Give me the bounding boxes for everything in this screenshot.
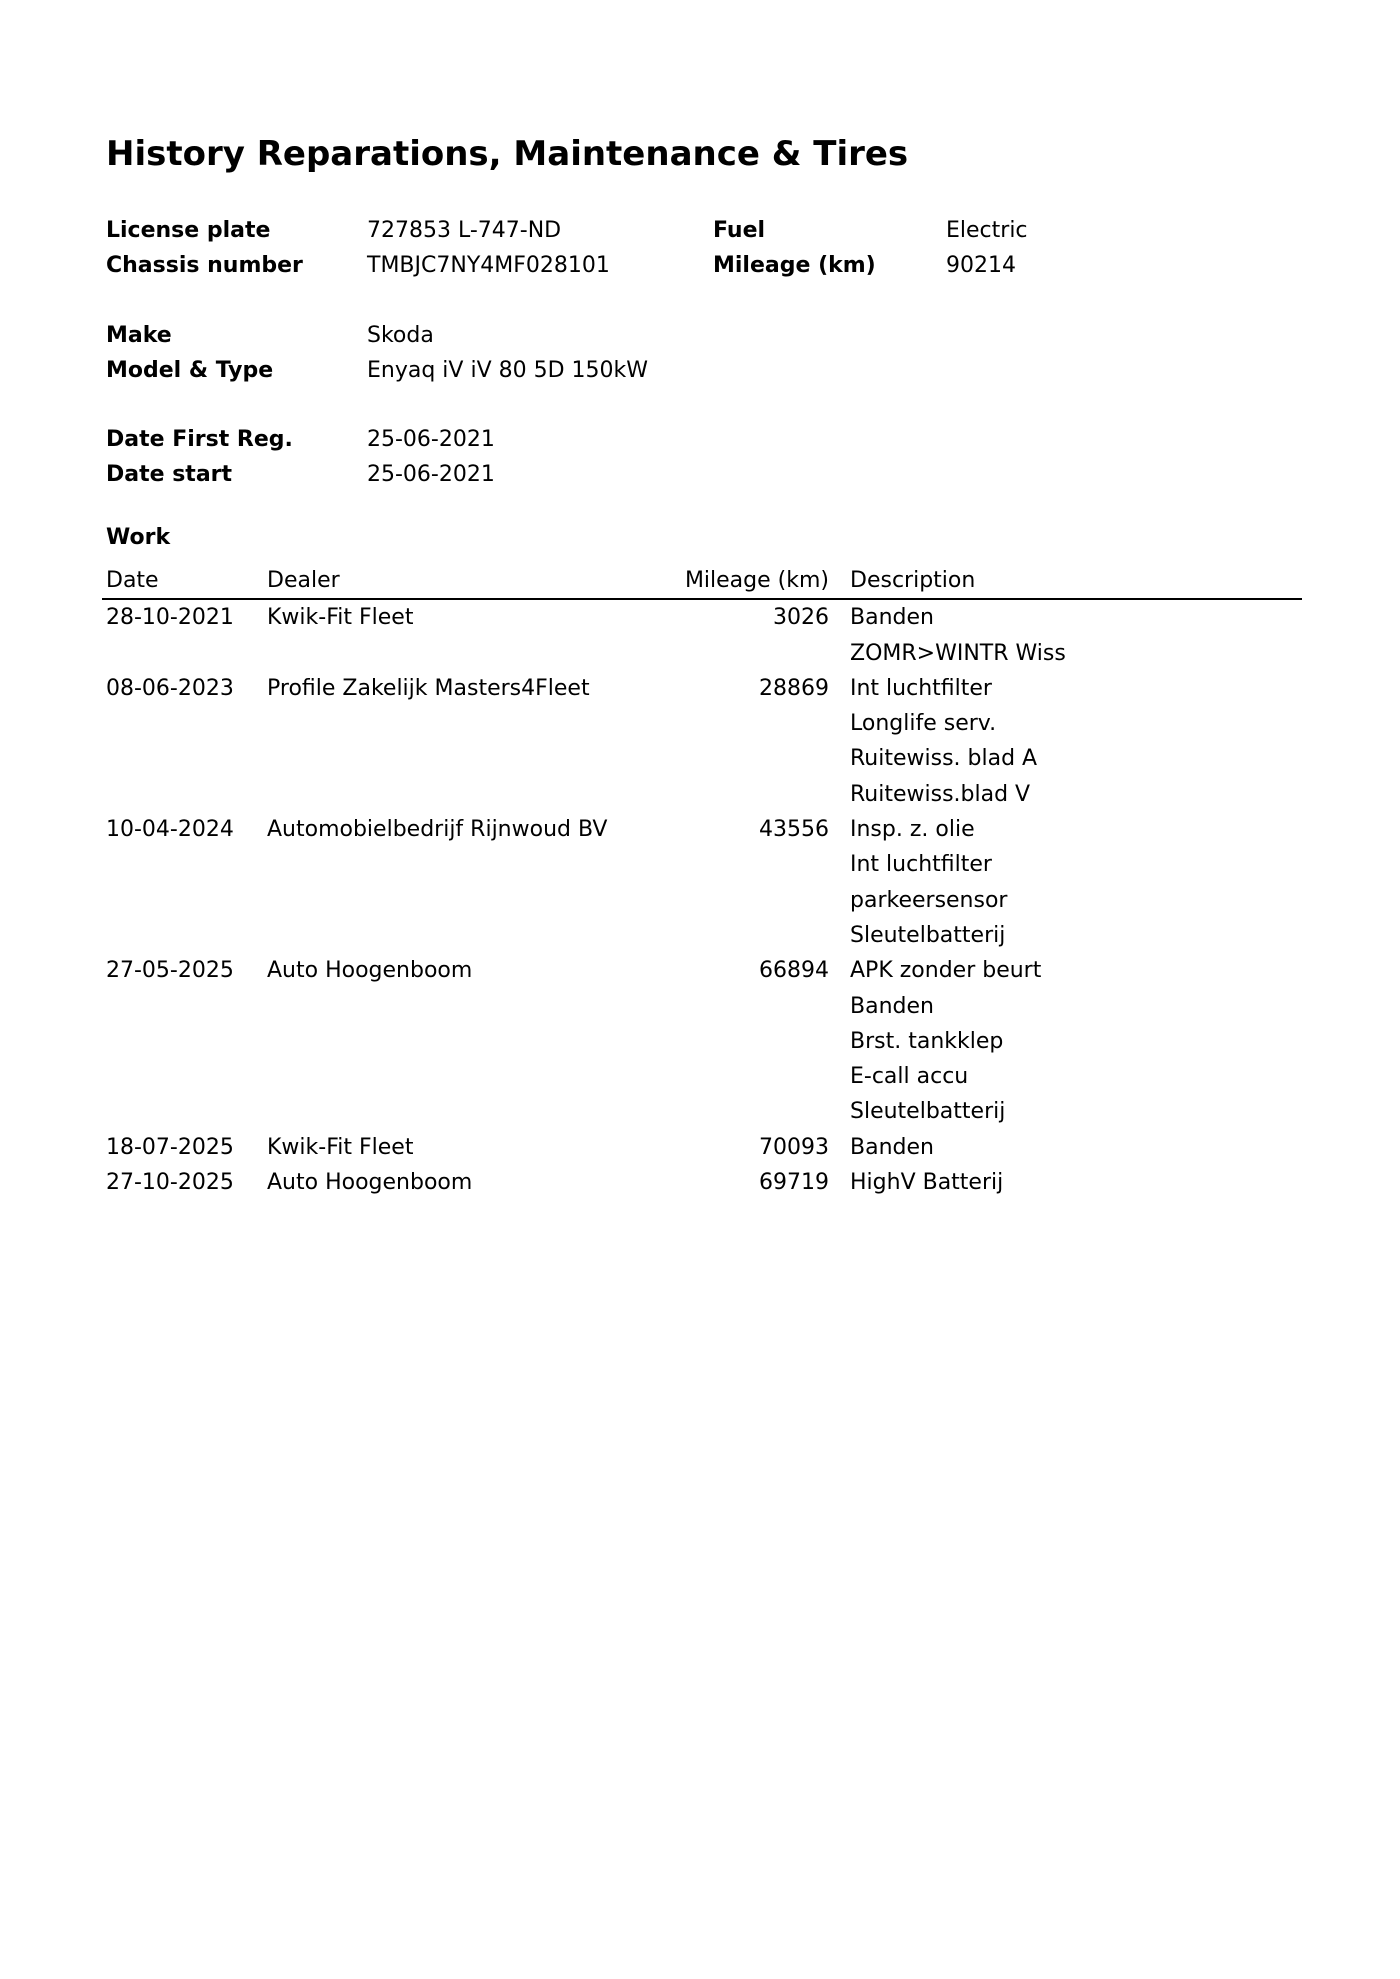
make-value: Skoda <box>367 323 434 348</box>
mileage-cell: 69719 <box>759 1170 829 1196</box>
table-row <box>102 1130 1302 1165</box>
date-first-reg-value: 25-06-2021 <box>367 427 495 452</box>
table-row <box>102 918 1302 953</box>
table-row <box>102 1024 1302 1059</box>
mileage-cell <box>649 989 850 1024</box>
mileage-cell <box>649 1094 850 1129</box>
mileage-cell <box>649 918 850 953</box>
date-cell <box>102 989 267 1024</box>
date-cell: 08-06-2023 <box>106 675 234 701</box>
mileage-cell: 70093 <box>759 1134 829 1160</box>
description-cell: APK zonder beurt <box>850 958 1042 984</box>
date-cell <box>102 706 267 741</box>
description-cell: HighV Batterij <box>850 1170 1004 1196</box>
date-cell <box>102 918 267 953</box>
date-first-reg-label: Date First Reg. <box>106 427 293 452</box>
mileage-cell <box>649 636 850 671</box>
description-cell: Int luchtfilter <box>850 675 992 701</box>
date-cell: 18-07-2025 <box>106 1134 234 1160</box>
dealer-cell: Kwik-Fit Fleet <box>267 1134 414 1160</box>
date-cell <box>102 1059 267 1094</box>
mileage-cell <box>649 706 850 741</box>
chassis-number-label: Chassis number <box>106 253 303 278</box>
table-row <box>102 671 1302 706</box>
mileage-cell <box>649 847 850 882</box>
license-fuel-row <box>106 213 1306 248</box>
dealer-cell <box>267 706 649 741</box>
dealer-cell <box>267 777 649 812</box>
work-heading: Work <box>106 525 171 550</box>
chassis-mileage-row <box>106 248 1306 283</box>
dealer-cell: Kwik-Fit Fleet <box>267 605 414 631</box>
table-row <box>102 883 1302 918</box>
date-cell <box>102 883 267 918</box>
mileage-label: Mileage (km) <box>713 253 876 278</box>
table-row <box>102 1094 1302 1129</box>
license-plate-value: 727853 L-747-ND <box>367 218 562 243</box>
date-cell: 27-05-2025 <box>106 958 234 984</box>
page-title: History Reparations, Maintenance & Tires <box>106 134 909 174</box>
table-row <box>102 1059 1302 1094</box>
description-cell: ZOMR>WINTR Wiss <box>850 640 1066 666</box>
table-row <box>102 847 1302 882</box>
date-cell <box>102 1094 267 1129</box>
mileage-cell <box>649 1024 850 1059</box>
mileage-cell: 28869 <box>759 675 829 701</box>
column-header-date: Date <box>102 563 267 599</box>
dealer-cell <box>267 918 649 953</box>
dealer-cell <box>267 883 649 918</box>
table-row <box>102 636 1302 671</box>
mileage-value: 90214 <box>946 253 1016 278</box>
description-cell: parkeersensor <box>850 887 1008 913</box>
date-cell <box>102 847 267 882</box>
table-row <box>102 812 1302 847</box>
vehicle-dates-block <box>106 422 1306 492</box>
date-cell <box>102 1024 267 1059</box>
dealer-cell <box>267 847 649 882</box>
fuel-value: Electric <box>946 218 1028 243</box>
dealer-cell: Profile Zakelijk Masters4Fleet <box>267 675 590 701</box>
model-row <box>106 353 1306 388</box>
column-header-dealer: Dealer <box>267 563 649 599</box>
description-cell: Ruitewiss.blad V <box>850 781 1031 807</box>
date-cell: 10-04-2024 <box>106 817 234 843</box>
column-header-description: Description <box>850 563 1302 599</box>
work-table <box>102 563 1302 1200</box>
dealer-cell <box>267 989 649 1024</box>
dealer-cell <box>267 1024 649 1059</box>
mileage-cell <box>649 777 850 812</box>
make-row <box>106 318 1306 353</box>
description-cell: Brst. tankklep <box>850 1028 1004 1054</box>
chassis-number-value: TMBJC7NY4MF028101 <box>367 253 610 278</box>
make-label: Make <box>106 323 172 348</box>
description-cell: Sleutelbatterij <box>850 1099 1006 1125</box>
dealer-cell: Automobielbedrijf Rijnwoud BV <box>267 817 608 843</box>
description-cell: Longlife serv. <box>850 711 997 737</box>
date-cell <box>102 777 267 812</box>
description-cell: Banden <box>850 605 934 631</box>
description-cell: Int luchtfilter <box>850 852 992 878</box>
mileage-cell: 66894 <box>759 958 829 984</box>
model-type-value: Enyaq iV iV 80 5D 150kW <box>367 358 649 383</box>
mileage-cell: 3026 <box>773 605 829 631</box>
work-table-header <box>102 563 1302 599</box>
date-start-row <box>106 457 1306 492</box>
date-cell <box>102 636 267 671</box>
mileage-cell <box>649 1059 850 1094</box>
vehicle-identity-block <box>106 213 1306 283</box>
model-type-label: Model & Type <box>106 358 274 383</box>
table-row <box>102 777 1302 812</box>
work-table-body <box>102 599 1302 1200</box>
date-cell <box>102 741 267 776</box>
table-row <box>102 706 1302 741</box>
description-cell: Banden <box>850 993 934 1019</box>
vehicle-type-block <box>106 318 1306 388</box>
dealer-cell <box>267 1059 649 1094</box>
dealer-cell <box>267 741 649 776</box>
first-reg-row <box>106 422 1306 457</box>
fuel-label: Fuel <box>713 218 766 243</box>
date-start-value: 25-06-2021 <box>367 462 495 487</box>
table-row <box>102 1165 1302 1200</box>
description-cell: E-call accu <box>850 1064 969 1090</box>
table-row <box>102 741 1302 776</box>
table-row <box>102 599 1302 635</box>
date-cell: 28-10-2021 <box>106 605 234 631</box>
table-row <box>102 989 1302 1024</box>
table-row <box>102 953 1302 988</box>
dealer-cell <box>267 636 649 671</box>
description-cell: Insp. z. olie <box>850 817 975 843</box>
dealer-cell: Auto Hoogenboom <box>267 958 473 984</box>
date-cell: 27-10-2025 <box>106 1170 234 1196</box>
description-cell: Sleutelbatterij <box>850 922 1006 948</box>
license-plate-label: License plate <box>106 218 271 243</box>
description-cell: Banden <box>850 1134 934 1160</box>
date-start-label: Date start <box>106 462 233 487</box>
mileage-cell: 43556 <box>759 817 829 843</box>
dealer-cell <box>267 1094 649 1129</box>
description-cell: Ruitewiss. blad A <box>850 746 1038 772</box>
mileage-cell <box>649 883 850 918</box>
column-header-mileage: Mileage (km) <box>649 563 850 599</box>
mileage-cell <box>649 741 850 776</box>
dealer-cell: Auto Hoogenboom <box>267 1170 473 1196</box>
